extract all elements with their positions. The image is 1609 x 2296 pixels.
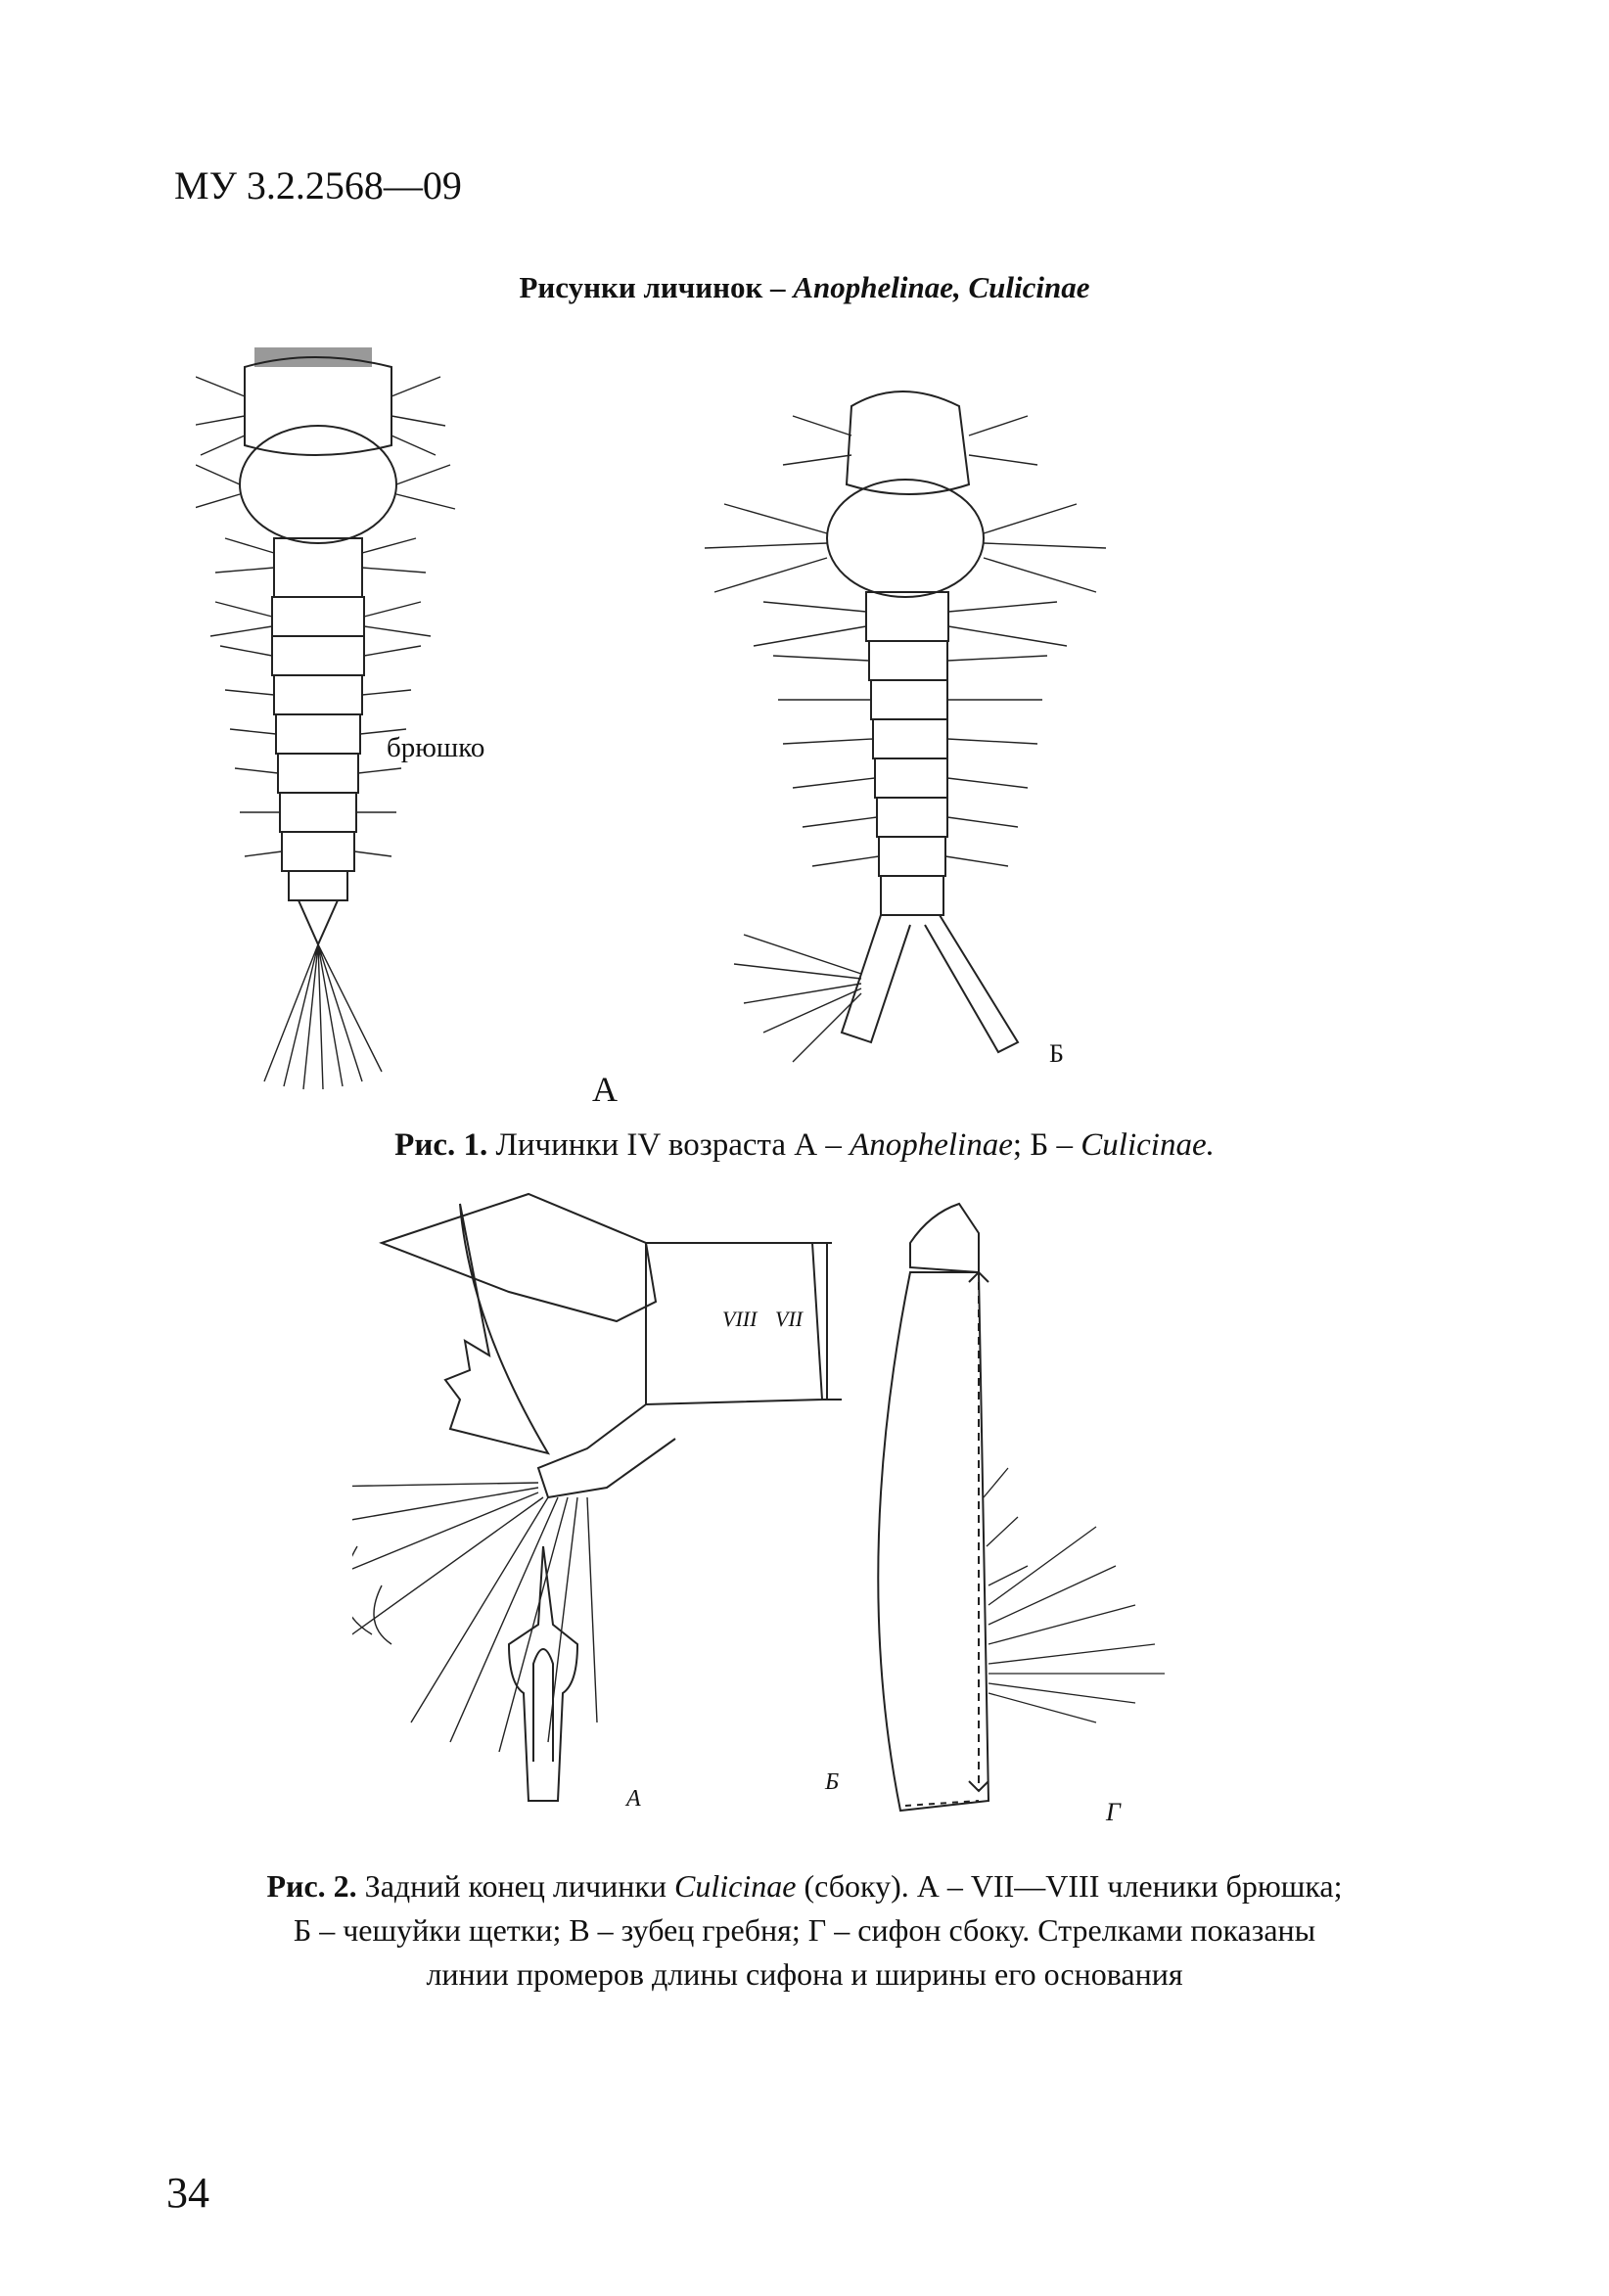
- document-code: МУ 3.2.2568—09: [174, 163, 462, 207]
- title-taxa: Anophelinae, Culicinae: [793, 270, 1090, 304]
- label-vii: VII: [775, 1307, 804, 1331]
- caption-2-line-2: Б – чешуйки щетки; В – зубец гребня; Г – сифон сбоку. Стрелками показаны: [293, 1912, 1316, 1948]
- comb-tooth-drawing: [445, 1204, 548, 1453]
- caption-1-ref: Рис. 1.: [394, 1127, 488, 1163]
- siphon-drawing: [878, 1204, 1165, 1811]
- label-viii: VIII: [722, 1307, 758, 1331]
- page-title: [0, 270, 1609, 305]
- label-b: Б: [1049, 1039, 1064, 1068]
- larva-b-drawing: [705, 391, 1106, 1062]
- larva-a-drawing: [196, 347, 455, 1089]
- caption-2-line-3: линии промеров длины сифона и ширины его основания: [426, 1956, 1183, 1992]
- label-b-fig2: Б: [825, 1769, 840, 1795]
- label-a: А: [592, 1070, 618, 1109]
- figure-1-larvae: [196, 338, 1174, 1111]
- label-a-fig2: А: [626, 1786, 641, 1812]
- figure-2-larva-rear: [352, 1174, 1214, 1840]
- title-prefix: Рисунки личинок –: [519, 270, 794, 304]
- figure-2-caption: [147, 1864, 1462, 1997]
- page-number: 34: [166, 2169, 209, 2217]
- label-abdomen: брюшко: [387, 732, 485, 763]
- caption-2-line-1: Рис. 2. Задний конец личинки Culicinae (сбоку). А – VII—VIII членики брюшка;: [266, 1868, 1343, 1904]
- label-g-fig2: Г: [1106, 1798, 1121, 1826]
- figure-1-caption: Рис. 1. Личинки IV возраста А – Anophelinae; Б – Culicinae.: [394, 1127, 1215, 1163]
- segments-vii-viii-drawing: [352, 1194, 842, 1752]
